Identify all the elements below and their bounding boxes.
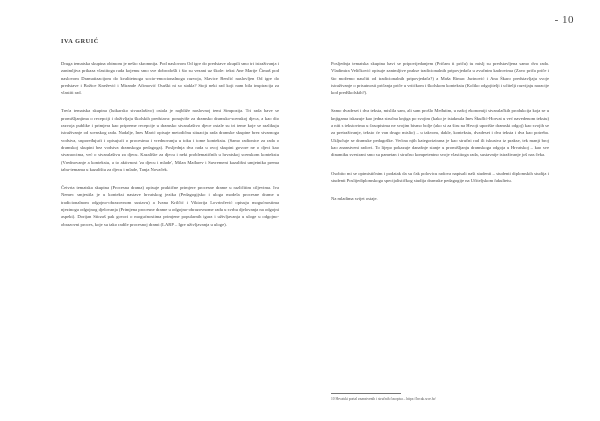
left-column [61, 60, 279, 239]
paragraph: Samo dvadeset i dva teksta, mislila sam, ali sam prošlo Međutim, u našoj ekonomiji stvaralačkih produkcija koja se u knjigama iskazuje kao jedna stručna knjiga po svojim (kako je istaknula Ines Škuflić-Horvat u već navedenom tekstu) a niti s tekstovima u časopisima ne svojim bismo bolje (ako si za širu na Hrvoji uporište dramski odgoj) kao svojih se za pretraživanje, teksto će van drugo mislio) – u takvom, dakle, kontekstu, dvadeset i dva teksta i dva kao potreba. Uključuje se dramske pedagoške. Većina njih kategorizirana je kao stručni rad ili iskustva iz prakse, tek manji broj kao znanstveni radovi. To lijepo pokazuje današnje stanje u promišljanju dramskoga odgoja u Hrvatskoj – kao sve dinamiku svestrani smo su pametan i stručno kompetentno svoje vlastitoga rada, sustavnije istraživanje još nas čeka. [331, 108, 549, 158]
footnote-divider [331, 393, 401, 394]
paragraph: Druga tematska skupina obimom je nešto skromnija. Pod naslovom Od igre do predstave okupili smo tri istraživanja i zanimljiva prikaza vlastitoga rada kojemu smo sve dobrodošli i što su vezani uz škole: tekst Ane Marije Čimaš pod naslovom Dramatizacijom do kvalitetnoga socio-emocionalnoga razvoja, Slavice Benčić naslovljen Od igre do predstave i Božice Knežević i Mirande Ačimović Osuški ni so stakla? Stoji neki rad koji nam bila inspiracija za vlastiti rad. [61, 61, 279, 96]
paragraph: Treća tematska skupina (lutkarsko stvaralaštvo) ostala je najbliže naslovnoj temi Simpozija. Tri rada bave se promišljanjima o recepciji i doživljaju školskih predstava: ponajviše za dramsko dramsko-scenskoj djeca, a kao dio razvoja publike i primjera kao pripreme recepcije u dramsko stvaralaštvo djece ostale su tri teme koje se razlikuju istraživanje od scenskog rada. Nadalje, Ines Marić opisuje metodičnu situaciju rada dramske skupine brez stvarnoga vodstva, uspoređujući i opisujući o procesima i vrednovanju u toku i tome kontekstu. (Samo radionice za rada o dramskoj skupini bez vodstva dramskoga pedagoga). Posljednja dva rada u ovoj skupini govore ne o djeci kao stvaraocima, već o stvaralaštvu za djecu. Kazalište za djecu i neki problematičnih u hrvatskoj scenskom kontekstu (Vrednovanje a kontekstu, a to aktivnost 'za djecu i mlade', Milan Mađarev i Suvremeni kazališni umjetnika prema tabu-temama u kazalištu za djecu i mlade, Tanja Novaček. [61, 108, 279, 172]
footnote: 10 Hrvatski portal znanstvenih i stručnih časopisa – https://hrcak.srce.hr/ [331, 397, 436, 401]
paragraph: Osobito mi se opimističnim i podatak da su čak polovicu radova napisali naši studenti – studenti diplomskih studija i studenti Poslijediplomskoga specijalističkog studija dramske pedagogije na Učiteljskom fakultetu. [331, 170, 549, 183]
paragraph: Posljednja tematska skupina bavi se pripovijedanjem (Pričam ti priču) tu mislj su predstavljena samo dva rada. Vladimira Veličković opisuje zanimljive prakse tradicionalnih pripovjedača u zvučnim kadrovima (Zavo priča priče i što možemo naučiti od tradicionalnih pripovjedača?) a Maša Rimac Jurinović i Ana Škaro predstavljaju svoje istraživanje o prisutnosti pričanja priče u vrtićkom i školskom kontekstu (Koliko odgojitelji i učitelji razvijaju naracije kod predškolskih?). [331, 61, 549, 96]
paragraph: Četvrta tematska skupina (Procesna drama) opisuje praktične primjere procesne drame u različitim ciljevima. Iva Nemec smjestila je u kontekst nastave hrvatskog jezika (Pedagogijsko i uloga modela procesne drame u tradicionalnom odgojno-obrazovnom sustavu) a Ivana Krilčić i Viktorija Lovrinčević opisuju mogućnostima njezinoga odgojnog djelovanja (Primjena procesne drame u odgojno-obrazovnome radu u svrhu djelovanja na odgojni aspekt). Dorijan Stirzaš pak govori o mogućnostima primjene popularnih igara i uživljavanja u uloge u odgojno-obrazovni proces, koje su tako radile procesnoj drami (LARP – Igre uživljavanja u uloge). [61, 185, 279, 227]
right-column [331, 60, 549, 213]
running-head-author: IVA GRUIĆ [61, 38, 99, 45]
page-number: - 10 [554, 14, 574, 26]
paragraph: Na mladima svijet ostaje. [331, 196, 378, 202]
